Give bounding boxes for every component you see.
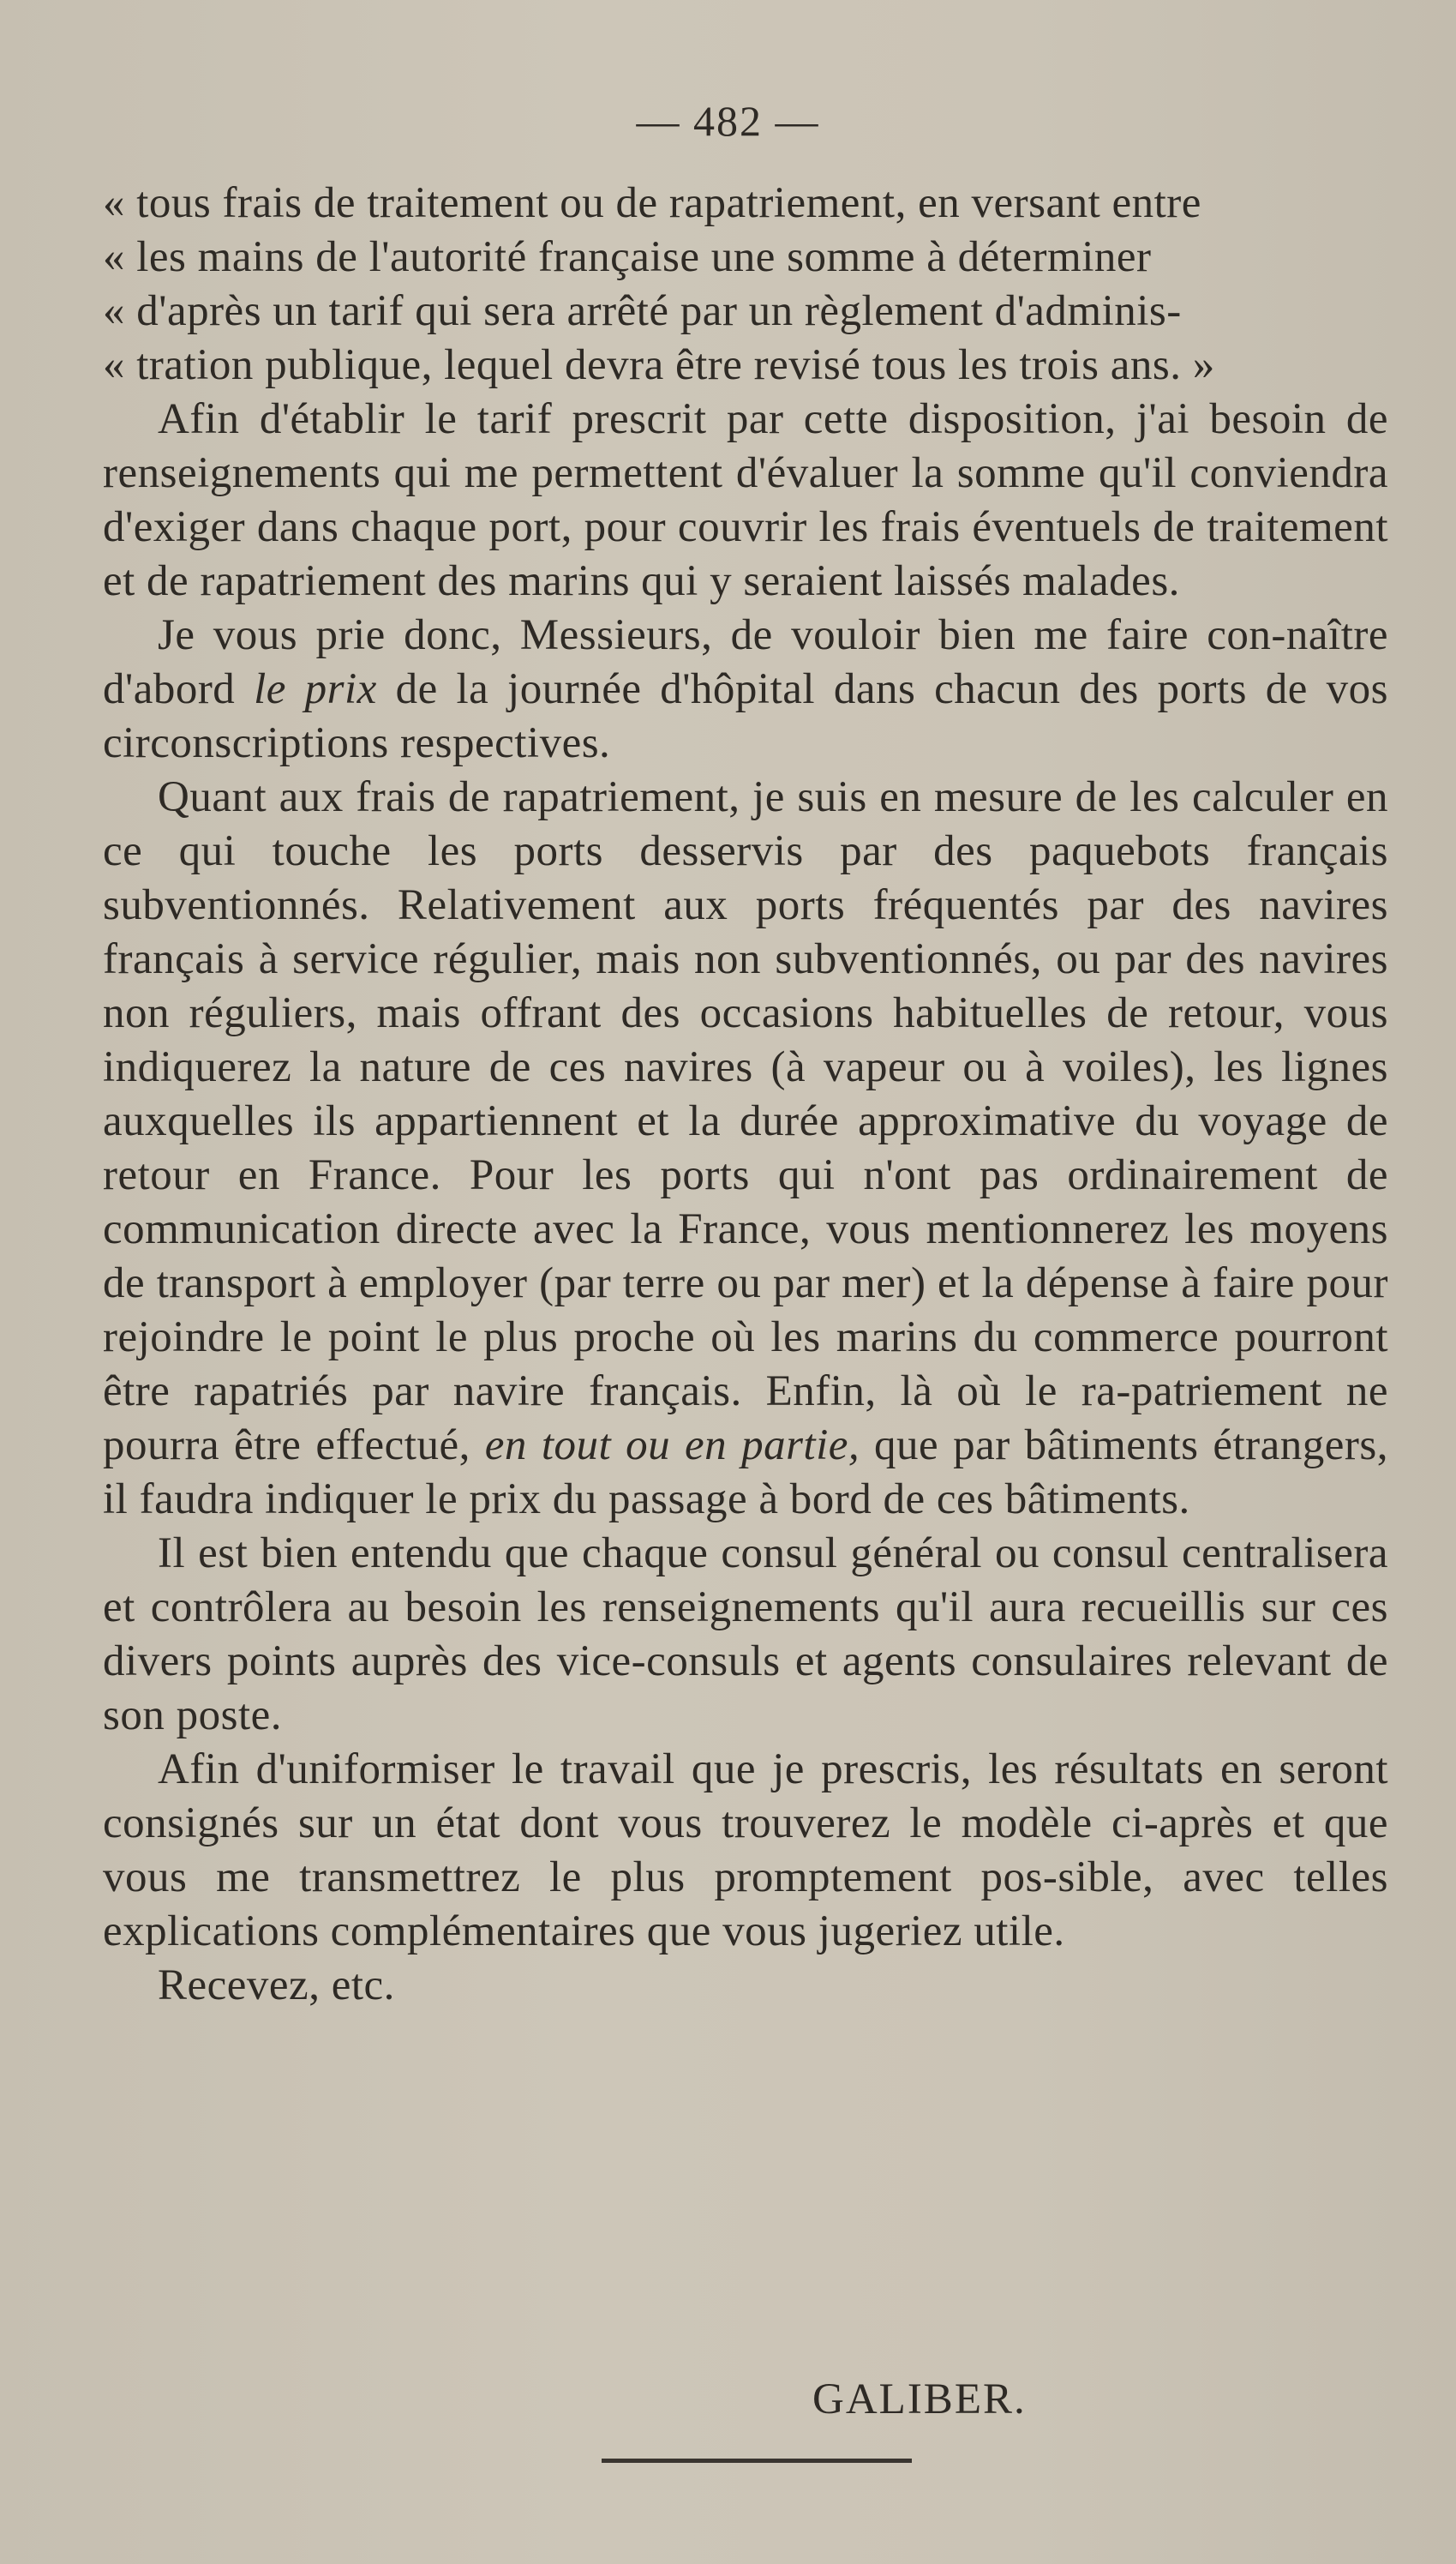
paragraph-uniformiser: Afin d'uniformiser le travail que je prescris, les résultats en seront consignés sur un état dont vous trouverez le modèle ci-après et que vous me transmettrez le plus promptement pos-sible, avec telles explications complémentaires que vous jugeriez utile. — [103, 1745, 1388, 1955]
paragraph-text: Je vous prie donc, Messieurs, de vouloir bien me faire con-naître d'abord — [103, 611, 1388, 713]
quote-line: « d'après un tarif qui sera arrêté par un règlement d'adminis- — [103, 287, 1182, 335]
end-rule-divider — [602, 2459, 912, 2463]
quote-line: « tous frais de traitement ou de rapatriement, en versant entre — [103, 179, 1201, 227]
paragraph-text: Quant aux frais de rapatriement, je suis en mesure de les calculer en ce qui touche les ports desservis par des paquebots français subventionnés. Relativement aux ports fréquentés par des navires français à service régulier, mais non subventionnés, ou par des navires non réguliers, mais offrant des occasions habituelles de retour, vous indiquerez la nature de ces navires (à vapeur ou à voiles), les lignes auxquelles ils appartiennent et la durée approximative du voyage de retour en France. Pour les ports qui n'ont pas ordinairement de communication directe avec la France, vous mentionnerez les moyens de transport à employer (par terre ou par mer) et la dépense à faire pour rejoindre le point le plus proche où les marins du commerce pourront être rapatriés par navire français. Enfin, là où le ra-patriement ne pourra être effectué, — [103, 773, 1388, 1469]
signature: GALIBER. — [812, 2375, 1027, 2423]
paragraph-prix-journee — [103, 609, 1388, 771]
emphasis-text: le prix — [254, 665, 377, 713]
paragraph-tarif: Afin d'établir le tarif prescrit par cette disposition, j'ai besoin de renseignements qui me permettent d'évaluer la somme qu'il conviendra d'exiger dans chaque port, pour couvrir les frais éventuels de traitement et de rapatriement des marins qui y seraient laissés malades. — [103, 395, 1388, 605]
quote-line: « tration publique, lequel devra être revisé tous les trois ans. » — [103, 341, 1215, 389]
page-number: — 482 — — [636, 97, 820, 145]
quoted-law-excerpt — [103, 177, 1388, 393]
closing-formula: Recevez, etc. — [158, 1961, 395, 2009]
paragraph-text: que par bâtiments étrangers, il faudra indiquer le prix du passage à bord de ces bâtiments. — [103, 1421, 1388, 1523]
paragraph-rapatriement — [103, 771, 1388, 1527]
paragraph-consul: Il est bien entendu que chaque consul général ou consul centralisera et contrôlera au besoin les renseignements qu'il aura recueillis sur ces divers points auprès des vice-consuls et agents consulaires relevant de son poste. — [103, 1529, 1388, 1739]
body-text — [103, 177, 1388, 2067]
paragraph-text: de la journée d'hôpital dans chacun des ports de vos circonscriptions respectives. — [103, 665, 1389, 767]
emphasis-text: en tout ou en partie, — [484, 1421, 860, 1469]
quote-line: « les mains de l'autorité française une somme à déterminer — [103, 233, 1152, 281]
